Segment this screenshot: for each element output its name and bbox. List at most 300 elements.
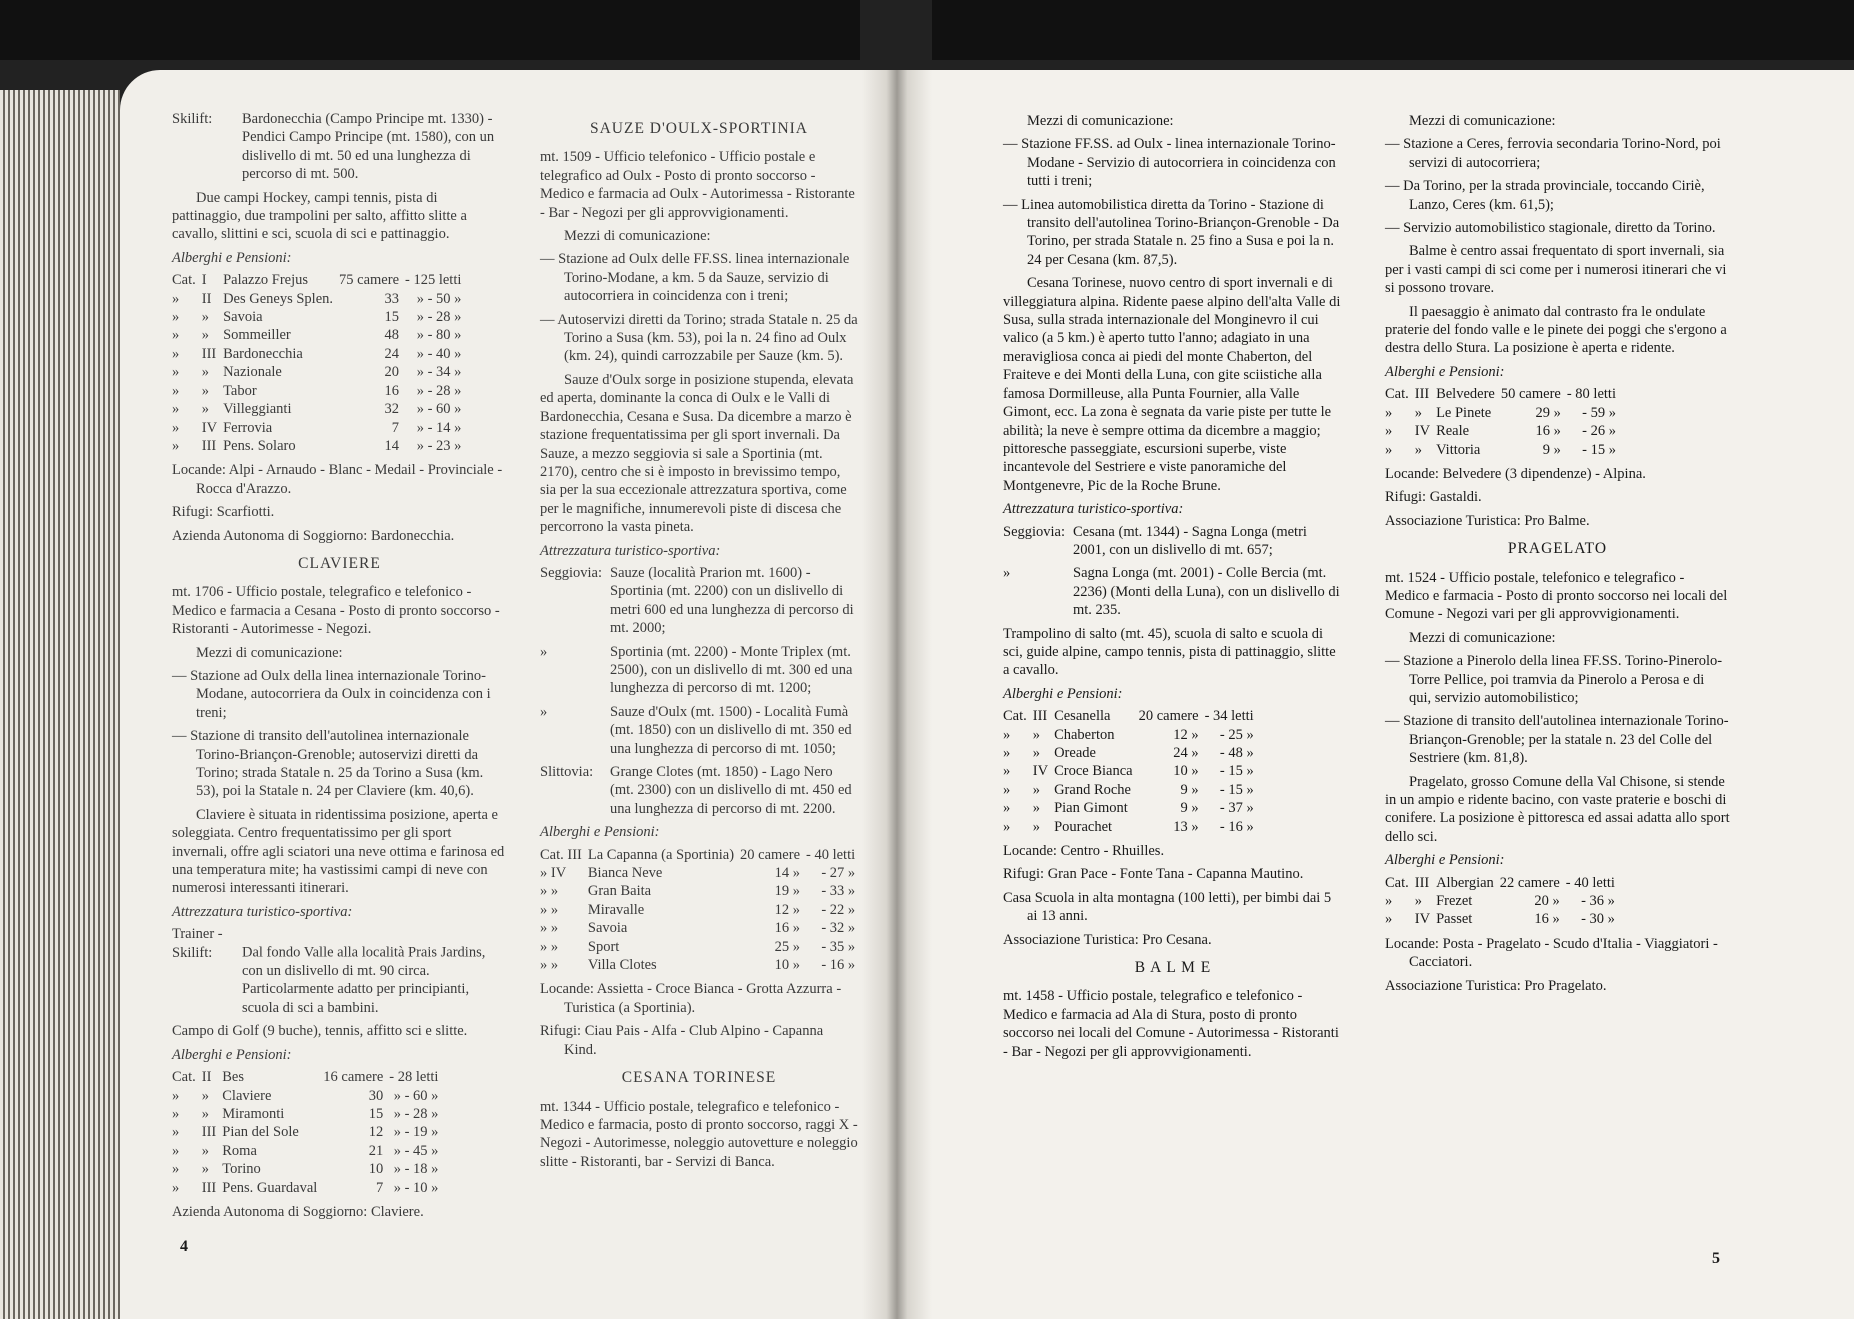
hotel-cell: » IV bbox=[540, 865, 567, 882]
hotel-cell: » bbox=[1003, 818, 1011, 835]
hotel-cell: » bbox=[172, 419, 180, 436]
hotel-cell: Pens. Solaro bbox=[223, 437, 296, 454]
hotel-cell: 29 » bbox=[1535, 404, 1561, 421]
right-column-1 bbox=[1003, 112, 1343, 1066]
page-edges bbox=[0, 90, 120, 1319]
casa-text: Casa Scuola in alta montagna (100 letti), per bimbi dai 5 ai 13 anni. bbox=[1003, 889, 1332, 925]
rifugi-text: Rifugi: Gran Pace - Fonte Tana - Capanna Mautino. bbox=[1003, 866, 1304, 883]
section-subhead: Alberghi e Pensioni: bbox=[1385, 852, 1505, 869]
section-subhead: Attrezzatura turistico-sportiva: bbox=[1003, 501, 1184, 518]
hotel-cell: 10 bbox=[368, 1161, 384, 1178]
hotel-cell: 9 » bbox=[1180, 781, 1199, 798]
hotel-cell: Cat. bbox=[172, 272, 196, 289]
hotel-cell: Nazionale bbox=[223, 364, 282, 381]
hotel-cell: » - 50 » bbox=[416, 290, 462, 307]
description-text: Cesana Torinese, nuovo centro di sport invernali e di villeggiatura alpina. Ridente paese alpino dell'alta Valle di Susa, sulla strada internazionale del Monginevro il cui valico (a 5 km.) è aperto tutto l'anno; adagiato in una meravigliosa conca ai piedi del monte Chaberton, del Fraiteve e dei Monti della Luna, con gite sciistiche alla famosa Dormilleuse, alla Punta Fournier, alla Valle Gimont, ecc. La zona è segnata da varie piste per tutte le abilità; la neve è sempre ottima da dicembre a maggio; pittoresche passeggiate, escursioni superbe, viste incantevole del Sestriere e viste panoramiche del Montgenevre, Pic de la Roche Brune. bbox=[1003, 275, 1341, 494]
hotel-cell: 20 camere bbox=[1138, 708, 1199, 725]
hotel-cell: Claviere bbox=[222, 1087, 272, 1104]
hotel-cell: Palazzo Frejus bbox=[223, 272, 309, 289]
hotel-cell: Cat. bbox=[1003, 708, 1027, 725]
hotel-cell: 20 » bbox=[1534, 893, 1560, 910]
description-text: Claviere è situata in ridentissima posizione, aperta e soleggiata. Centro frequentatissimo per gli sport invernali, offre agli sciatori una neve ottima e farinosa ed una temperatura mite; ha vastissimi campi di neve con numerosi interessanti itinerari. bbox=[172, 806, 505, 897]
hotel-cell: 12 » bbox=[1173, 726, 1199, 743]
hotel-cell: Pian del Sole bbox=[222, 1124, 299, 1141]
assoc-text: Associazione Turistica: Pro Balme. bbox=[1385, 512, 1590, 529]
hotel-row bbox=[540, 882, 861, 900]
rifugi-text: Rifugi: Gastaldi. bbox=[1385, 489, 1482, 506]
hotel-cell: - 28 letti bbox=[389, 1069, 439, 1086]
locande-text: Locande: Belvedere (3 dipendenze) - Alpina. bbox=[1385, 465, 1646, 482]
hotel-row bbox=[540, 956, 861, 974]
intro-text: mt. 1509 - Ufficio telefonico - Ufficio postale e telegrafico ad Oulx - Posto di pronto soccorso - Medico e farmacia ad Oulx - Autorimessa - Ristorante - Bar - Negozi per gli approvvigionamenti. bbox=[540, 149, 855, 221]
hotel-cell: » » bbox=[540, 957, 559, 974]
hotel-cell: III bbox=[201, 1179, 217, 1196]
label: Seggiovia: bbox=[540, 564, 603, 581]
hotel-cell: Le Pinete bbox=[1436, 404, 1492, 421]
hotel-row bbox=[172, 1068, 444, 1086]
text: Sauze d'Oulx (mt. 1500) - Località Fumà (mt. 1850) con un dislivello di mt. 350 ed una lunghezza di percorso di mt. 1050; bbox=[610, 703, 852, 757]
skilift-entry bbox=[172, 110, 507, 184]
hotel-cell: » bbox=[172, 401, 180, 418]
hotel-row bbox=[1003, 818, 1260, 836]
hotel-cell: 10 » bbox=[1173, 763, 1199, 780]
hotel-cell: Grand Roche bbox=[1054, 781, 1131, 798]
transport-item: — Stazione ad Oulx della linea internazionale Torino-Modane, autocorriera da Oulx in coincidenza con i treni; bbox=[172, 667, 491, 721]
hotel-cell: » - 10 » bbox=[393, 1179, 439, 1196]
hotel-cell: - 34 letti bbox=[1204, 708, 1254, 725]
hotel-cell: 21 bbox=[368, 1142, 384, 1159]
hotel-cell: IV bbox=[201, 419, 218, 436]
hotel-cell: - 27 » bbox=[821, 865, 856, 882]
hotel-table bbox=[1385, 385, 1622, 459]
hotel-table bbox=[172, 1068, 444, 1197]
hotel-cell: » - 80 » bbox=[416, 327, 462, 344]
locande-text: Locande: Assietta - Croce Bianca - Grotta Azzurra - Turistica (a Sportinia). bbox=[540, 981, 842, 1016]
hotel-cell: 16 camere bbox=[323, 1069, 384, 1086]
hotel-cell: » bbox=[1032, 818, 1041, 835]
hotel-cell: - 37 » bbox=[1219, 800, 1254, 817]
hotel-cell: Des Geneys Splen. bbox=[223, 290, 334, 307]
assoc-text: Associazione Turistica: Pro Pragelato. bbox=[1385, 977, 1607, 994]
hotel-cell: » bbox=[172, 1124, 180, 1141]
book-gutter bbox=[862, 70, 932, 1319]
hotel-row bbox=[172, 382, 467, 400]
rifugi-text: Rifugi: Scarfiotti. bbox=[172, 504, 275, 521]
hotel-cell: » - 34 » bbox=[416, 364, 462, 381]
text: Grange Clotes (mt. 1850) - Lago Nero (mt. 2300) con un dislivello di mt. 450 ed una lunghezza di percorso di mt. 2200. bbox=[610, 764, 852, 817]
hotel-table bbox=[172, 271, 467, 455]
transport-item: — Servizio automobilistico stagionale, diretto da Torino. bbox=[1385, 220, 1716, 237]
text: Sportinia (mt. 2200) - Monte Triplex (mt. 2500), con un dislivello di mt. 300 ed una lunghezza di percorso di mt. 1200; bbox=[610, 643, 853, 697]
hotel-row bbox=[540, 846, 861, 864]
hotel-cell: - 125 letti bbox=[405, 272, 462, 289]
hotel-cell: » bbox=[1032, 726, 1041, 743]
hotel-cell: 20 bbox=[384, 364, 400, 381]
hotel-cell: 50 camere bbox=[1500, 386, 1561, 403]
hotel-cell: 16 » bbox=[1535, 423, 1561, 440]
hotel-cell: Savoia bbox=[587, 920, 628, 937]
hotel-cell: » bbox=[1032, 745, 1041, 761]
hotel-cell: Gran Baita bbox=[587, 883, 652, 900]
hotel-cell: Miravalle bbox=[587, 901, 645, 918]
hotel-cell: » bbox=[1003, 763, 1011, 780]
hotel-cell: - 80 letti bbox=[1566, 386, 1616, 403]
hotel-cell: » bbox=[1032, 781, 1041, 798]
hotel-cell: II bbox=[201, 1069, 212, 1086]
hotel-row bbox=[1003, 799, 1260, 817]
hotel-cell: 25 » bbox=[774, 938, 801, 955]
hotel-cell: » bbox=[172, 1161, 180, 1178]
hotel-cell: 16 » bbox=[774, 920, 801, 937]
hotel-cell: 75 camere bbox=[339, 272, 400, 289]
label: » bbox=[540, 703, 548, 720]
text: Sagna Longa (mt. 2001) - Colle Bercia (mt. 2236) (Monti della Luna), con un dislivello di mt. 235. bbox=[1073, 565, 1340, 619]
hotel-row bbox=[1003, 744, 1260, 762]
hotel-row bbox=[172, 1160, 444, 1178]
hotel-cell: - 40 letti bbox=[806, 846, 856, 863]
transport-item: — Stazione FF.SS. ad Oulx - linea internazionale Torino-Modane - Servizio di autocorriera in coincidenza con tutti i treni; bbox=[1003, 136, 1336, 190]
label: Seggiovia: bbox=[1003, 523, 1066, 540]
hotel-cell: Frezet bbox=[1436, 893, 1473, 910]
hotel-row bbox=[1003, 726, 1260, 744]
hotel-cell: » bbox=[201, 382, 210, 399]
description-text: Pragelato, grosso Comune della Val Chisone, si stende in un ampio e ridente bacino, con vaste praterie e boschi di conifere. La posizione è pittoresca ed assai adatta allo sport dello sci. bbox=[1385, 773, 1730, 845]
hotel-row bbox=[172, 1105, 444, 1123]
intro-text: mt. 1706 - Ufficio postale, telegrafico e telefonico - Medico e farmacia a Cesana - Posto di pronto soccorso - Ristoranti - Autorimesse - Negozi. bbox=[172, 584, 500, 638]
hotel-cell: » bbox=[172, 290, 180, 307]
lift-entry bbox=[540, 643, 858, 698]
hotel-cell: Villa Clotes bbox=[587, 957, 657, 974]
hotel-cell: » bbox=[1003, 800, 1011, 817]
hotel-cell: Tabor bbox=[223, 382, 257, 399]
hotel-cell: - 35 » bbox=[821, 938, 856, 955]
hotel-table bbox=[1003, 707, 1260, 836]
label: » bbox=[1003, 565, 1011, 582]
hotel-row bbox=[172, 1123, 444, 1141]
hotel-cell: Bianca Neve bbox=[587, 865, 663, 882]
hotel-cell: » bbox=[172, 382, 180, 399]
section-heading: SAUZE D'OULX-SPORTINIA bbox=[589, 120, 809, 137]
hotel-row bbox=[1003, 762, 1260, 780]
locande-text: Locande: Alpi - Arnaudo - Blanc - Medail - Provinciale - Rocca d'Arazzo. bbox=[172, 462, 503, 497]
hotel-cell: Cat. bbox=[1385, 874, 1409, 891]
hotel-cell: 16 » bbox=[1534, 911, 1560, 928]
transport-item: — Stazione ad Oulx delle FF.SS. linea internazionale Torino-Modane, a km. 5 da Sauze, servizio di autocorriera in coincidenza con i treni; bbox=[540, 251, 850, 305]
hotel-cell: Passet bbox=[1436, 911, 1473, 928]
hotel-row bbox=[1385, 910, 1621, 928]
hotel-cell: » bbox=[201, 1087, 210, 1104]
hotel-cell: Cesanella bbox=[1054, 708, 1111, 725]
section-subhead: Mezzi di comunicazione: bbox=[1409, 113, 1556, 129]
hotel-cell: - 16 » bbox=[821, 957, 856, 974]
hotel-cell: - 15 » bbox=[1219, 763, 1254, 780]
section-subhead: Mezzi di comunicazione: bbox=[196, 644, 343, 661]
transport-item: — Da Torino, per la strada provinciale, toccando Ciriè, Lanzo, Ceres (km. 61,5); bbox=[1385, 178, 1705, 213]
label: » bbox=[540, 643, 548, 660]
hotel-cell: 32 bbox=[384, 401, 400, 418]
hotel-cell: 9 » bbox=[1180, 800, 1199, 817]
hotel-cell: - 26 » bbox=[1582, 423, 1616, 440]
hotel-cell: » bbox=[1003, 745, 1011, 761]
hotel-cell: 12 » bbox=[774, 901, 801, 918]
hotel-cell: » bbox=[172, 345, 180, 362]
intro-text: Due campi Hockey, campi tennis, pista di pattinaggio, due trampolini per salto, affitto slitte a cavallo, slittini e sci, scuola di sci e pattinaggio. bbox=[172, 189, 467, 243]
section-subhead: Attrezzatura turistico-sportiva: bbox=[172, 903, 353, 920]
hotel-cell: » » bbox=[540, 901, 559, 918]
hotel-cell: - 32 » bbox=[821, 920, 856, 937]
hotel-cell: 14 bbox=[384, 437, 400, 454]
hotel-row bbox=[172, 400, 467, 418]
section-subhead: Alberghi e Pensioni: bbox=[172, 1046, 292, 1063]
hotel-row bbox=[172, 1179, 444, 1197]
hotel-cell: » - 18 » bbox=[393, 1161, 439, 1178]
trainer-entry bbox=[172, 925, 507, 1017]
hotel-row bbox=[172, 1087, 444, 1105]
hotel-cell: 12 bbox=[368, 1124, 384, 1141]
hotel-row bbox=[540, 938, 861, 956]
locande-text: Locande: Posta - Pragelato - Scudo d'Italia - Viaggiatori - Cacciatori. bbox=[1385, 935, 1718, 971]
azienda-text: Azienda Autonoma di Soggiorno: Claviere. bbox=[172, 1203, 424, 1220]
section-subhead: Attrezzatura turistico-sportiva: bbox=[540, 542, 721, 559]
page-number-left: 4 bbox=[180, 1238, 188, 1255]
hotel-cell: Pens. Guardaval bbox=[222, 1179, 318, 1196]
section-heading: PRAGELATO bbox=[1507, 540, 1608, 558]
hotel-cell: III bbox=[201, 437, 217, 454]
hotel-cell: » bbox=[1385, 893, 1393, 910]
hotel-cell: 19 » bbox=[774, 883, 801, 900]
hotel-cell: Pian Gimont bbox=[1054, 800, 1128, 817]
description-text: Il paesaggio è animato dal contrasto fra le ondulate praterie del fondo valle e le pinete dei poggi che s'ergono a destra dello Stura. La posizione è aperta e ridente. bbox=[1385, 303, 1727, 357]
hotel-cell: - 25 » bbox=[1219, 726, 1254, 743]
hotel-cell: » bbox=[201, 309, 210, 326]
hotel-cell: » » bbox=[540, 883, 559, 900]
intro-text: mt. 1524 - Ufficio postale, telefonico e telegrafico - Medico e farmacia - Posto di pronto soccorso nei locali del Comune - Negozi vari per gli approvvigionamenti. bbox=[1385, 569, 1728, 623]
hotel-row bbox=[172, 363, 467, 381]
azienda-text: Azienda Autonoma di Soggiorno: Bardonecchia. bbox=[172, 527, 455, 544]
hotel-cell: Croce Bianca bbox=[1054, 763, 1133, 780]
section-heading: B A L M E bbox=[1134, 959, 1212, 977]
hotel-cell: 24 bbox=[384, 345, 400, 362]
hotel-cell: Roma bbox=[222, 1142, 257, 1159]
hotel-cell: Belvedere bbox=[1436, 386, 1495, 403]
hotel-cell: Torino bbox=[222, 1161, 261, 1178]
hotel-cell: Savoia bbox=[223, 309, 263, 326]
hotel-cell: » bbox=[1414, 404, 1423, 421]
intro-text: mt. 1344 - Ufficio postale, telegrafico e telefonico - Medico e farmacia, posto di pronto soccorso, raggi X - Negozi - Autorimesse, noleggio autovetture e noleggio slitte - Ristoranti, bar - Servizi di Banca. bbox=[540, 1098, 858, 1170]
hotel-row bbox=[172, 308, 467, 326]
hotel-cell: Ferrovia bbox=[223, 419, 273, 436]
hotel-cell: 48 bbox=[384, 327, 400, 344]
hotel-cell: II bbox=[201, 290, 212, 307]
section-subhead: Alberghi e Pensioni: bbox=[540, 824, 660, 841]
section-subhead: Alberghi e Pensioni: bbox=[172, 249, 292, 266]
hotel-cell: I bbox=[201, 272, 207, 289]
hotel-row bbox=[172, 326, 467, 344]
transport-item: — Stazione di transito dell'autolinea internazionale Torino-Briançon-Grenoble; autoservizi diretti da Torino; strada Statale n. 25 da Torino a Susa (km. 53), poi la Statale n. 24 per Claviere (km. 40,6). bbox=[172, 728, 484, 800]
top-shadow-left bbox=[0, 0, 860, 60]
campo-text: Campo di Golf (9 buche), tennis, affitto sci e slitte. bbox=[172, 1023, 468, 1040]
hotel-cell: » bbox=[201, 1142, 210, 1159]
hotel-row bbox=[540, 901, 861, 919]
hotel-cell: Villeggianti bbox=[223, 401, 292, 418]
hotel-row bbox=[172, 419, 467, 437]
right-column-2 bbox=[1385, 112, 1730, 1000]
transport-item: — Stazione a Pinerolo della linea FF.SS. Torino-Pinerolo-Torre Pellice, poi tramvia da Pinerolo a Perosa e di qui, servizio automobilistico; bbox=[1385, 653, 1723, 706]
hotel-cell: » - 60 » bbox=[393, 1087, 439, 1104]
hotel-cell: 24 » bbox=[1173, 745, 1199, 761]
hotel-cell: - 15 » bbox=[1219, 781, 1254, 798]
hotel-cell: » » bbox=[540, 938, 559, 955]
section-heading: CESANA TORINESE bbox=[621, 1069, 777, 1087]
hotel-cell: » bbox=[201, 1105, 210, 1122]
trampolino-text: Trampolino di salto (mt. 45), scuola di salto e scuola di sci, guide alpine, campo tennis, pista di pattinaggio, slitte a cavallo. bbox=[1003, 625, 1336, 679]
hotel-row bbox=[172, 290, 467, 308]
hotel-cell: » bbox=[1385, 404, 1393, 421]
hotel-cell: IV bbox=[1032, 763, 1049, 780]
top-shadow-right bbox=[932, 0, 1854, 60]
hotel-cell: 30 bbox=[368, 1087, 384, 1104]
hotel-cell: Albergian bbox=[1436, 874, 1494, 891]
hotel-cell: La Capanna (a Sportinia) bbox=[587, 846, 735, 863]
section-subhead: Mezzi di comunicazione: bbox=[1027, 113, 1174, 129]
hotel-cell: » bbox=[201, 401, 210, 418]
section-subhead: Mezzi di comunicazione: bbox=[564, 228, 711, 245]
hotel-cell: 33 bbox=[384, 290, 400, 307]
hotel-cell: - 30 » bbox=[1581, 911, 1615, 928]
hotel-cell: » - 28 » bbox=[393, 1105, 439, 1122]
hotel-row bbox=[1385, 422, 1622, 440]
hotel-cell: » - 23 » bbox=[416, 437, 462, 454]
hotel-cell: - 33 » bbox=[821, 883, 856, 900]
hotel-row bbox=[1385, 404, 1622, 422]
hotel-cell: III bbox=[1414, 874, 1430, 891]
hotel-cell: 14 » bbox=[774, 865, 801, 882]
hotel-cell: III bbox=[201, 1124, 217, 1141]
hotel-cell: » bbox=[201, 1161, 210, 1178]
hotel-cell: - 22 » bbox=[821, 901, 856, 918]
hotel-cell: IV bbox=[1414, 911, 1431, 928]
transport-item: — Linea automobilistica diretta da Torino - Stazione di transito dell'autolinea Torino-Briançon-Grenoble - Da Torino, per strada Statale n. 25 fino a Susa e poi la n. 24 per Cesana (km. 87,5). bbox=[1003, 196, 1340, 268]
hotel-cell: - 15 » bbox=[1582, 441, 1616, 458]
hotel-cell: » bbox=[1385, 423, 1393, 440]
hotel-cell: » bbox=[172, 1087, 180, 1104]
left-column-1 bbox=[172, 110, 507, 1226]
hotel-row bbox=[540, 919, 861, 937]
hotel-cell: » bbox=[1414, 441, 1423, 458]
hotel-cell: » - 28 » bbox=[416, 382, 462, 399]
assoc-text: Associazione Turistica: Pro Cesana. bbox=[1003, 931, 1212, 948]
hotel-cell: Cat. bbox=[172, 1069, 196, 1086]
section-subhead: Mezzi di comunicazione: bbox=[1409, 629, 1556, 646]
description-text: Sauze d'Oulx sorge in posizione stupenda, elevata ed aperta, dominante la conca di Oulx e le Valli di Bardonecchia, Cesana e Susa. Da dicembre a marzo è stazione frequentatissima per gli sport invernali. Da Sauze, a mezzo seggiovia si sale a Sportinia (mt. 2170), centro che si è imposto in brevissimo tempo, sia per la sua eccezionale attrezzatura sportiva, come per le magnifiche, innumerevoli piste di discesa che percorrono la vasta pineta. bbox=[540, 371, 854, 536]
hotel-row bbox=[1385, 385, 1622, 403]
locande-text: Locande: Centro - Rhuilles. bbox=[1003, 843, 1165, 860]
hotel-row bbox=[172, 345, 467, 363]
hotel-cell: 16 bbox=[384, 382, 400, 399]
hotel-cell: 10 » bbox=[774, 957, 801, 974]
hotel-cell: Pourachet bbox=[1054, 818, 1113, 835]
hotel-cell: » - 28 » bbox=[416, 309, 462, 326]
hotel-row bbox=[540, 864, 861, 882]
text: Sauze (località Prarion mt. 1600) - Sportinia (mt. 2200) con un dislivello di metri 600 ed una lunghezza di percorso di mt. 2000; bbox=[610, 564, 854, 637]
hotel-cell: » - 45 » bbox=[393, 1142, 439, 1159]
hotel-cell: 15 bbox=[384, 309, 400, 326]
hotel-cell: » bbox=[172, 309, 180, 326]
hotel-cell: » bbox=[1414, 893, 1423, 910]
hotel-cell: » - 40 » bbox=[416, 345, 462, 362]
hotel-cell: - 16 » bbox=[1219, 818, 1254, 835]
label: Skilift: bbox=[172, 111, 213, 127]
hotel-row bbox=[1003, 707, 1260, 725]
hotel-cell: » bbox=[172, 437, 180, 454]
hotel-cell: 7 bbox=[376, 1179, 384, 1196]
hotel-cell: - 48 » bbox=[1219, 745, 1254, 761]
hotel-cell: » bbox=[172, 1142, 180, 1159]
hotel-cell: » bbox=[201, 364, 210, 381]
hotel-cell: » bbox=[172, 1105, 180, 1122]
hotel-cell: » - 14 » bbox=[416, 419, 462, 436]
page-number-right: 5 bbox=[1712, 1250, 1720, 1267]
hotel-table bbox=[1385, 874, 1621, 929]
hotel-cell: 22 camere bbox=[1499, 874, 1560, 891]
hotel-row bbox=[172, 271, 467, 289]
hotel-table bbox=[540, 846, 861, 975]
hotel-cell: Vittoria bbox=[1436, 441, 1481, 458]
hotel-cell: » bbox=[1032, 800, 1041, 817]
hotel-cell: 13 » bbox=[1173, 818, 1199, 835]
hotel-cell: 7 bbox=[391, 419, 400, 436]
lift-entry bbox=[540, 703, 858, 758]
hotel-row bbox=[1385, 441, 1622, 459]
hotel-row bbox=[172, 437, 467, 455]
hotel-cell: III bbox=[201, 345, 217, 362]
hotel-cell: Oreade bbox=[1054, 745, 1096, 761]
hotel-cell: » bbox=[1385, 911, 1393, 928]
hotel-cell: Sommeiller bbox=[223, 327, 291, 344]
transport-item: — Stazione di transito dell'autolinea internazionale Torino-Briançon-Grenoble; per la statale n. 23 del Colle del Sestriere (km. 81,8). bbox=[1385, 713, 1729, 767]
left-column-2 bbox=[540, 110, 858, 1176]
hotel-cell: » bbox=[172, 1179, 180, 1196]
hotel-cell: » bbox=[1385, 441, 1393, 458]
label: Trainer - Skilift: bbox=[172, 926, 223, 961]
hotel-cell: - 36 » bbox=[1581, 893, 1615, 910]
hotel-cell: IV bbox=[1414, 423, 1431, 440]
hotel-cell: Cat. bbox=[1385, 386, 1409, 403]
text: Bardonecchia (Campo Principe mt. 1330) - Pendici Campo Principe (mt. 1580), con un dislivello di mt. 50 ed una lunghezza di percorso di mt. 500. bbox=[242, 111, 495, 183]
hotel-cell: » bbox=[172, 364, 180, 381]
hotel-cell: Miramonti bbox=[222, 1105, 285, 1122]
transport-item: — Stazione a Ceres, ferrovia secondaria Torino-Nord, poi servizi di autocorriera; bbox=[1385, 136, 1721, 171]
description-text: Balme è centro assai frequentato di sport invernali, sia per i vasti campi di sci come per i numerosi itinerari che vi si possono trovare. bbox=[1385, 243, 1727, 297]
hotel-cell: » - 60 » bbox=[416, 401, 462, 418]
text: Dal fondo Valle alla località Prais Jardins, con un dislivello di mt. 90 circa. Particolarmente adatto per principianti, scuola di sci a bambini. bbox=[242, 944, 486, 1016]
hotel-cell: III bbox=[1032, 708, 1048, 725]
hotel-row bbox=[1003, 781, 1260, 799]
lift-entry bbox=[540, 564, 858, 638]
hotel-row bbox=[1385, 892, 1621, 910]
intro-text: mt. 1458 - Ufficio postale, telegrafico e telefonico - Medico e farmacia ad Ala di Stura, posto di pronto soccorso nei locali del Comune - Autorimessa - Ristoranti - Bar - Negozi per gli approvvigionamenti. bbox=[1003, 988, 1339, 1060]
hotel-cell: III bbox=[1414, 386, 1430, 403]
section-subhead: Alberghi e Pensioni: bbox=[1003, 685, 1123, 702]
transport-item: — Autoservizi diretti da Torino; strada Statale n. 25 da Torino a Susa (km. 53), poi la n. 24 fino ad Oulx (km. 24), quindi carrozzabile per Sauze (km. 5). bbox=[540, 311, 858, 365]
hotel-cell: » bbox=[1003, 726, 1011, 743]
lift-entry bbox=[1003, 523, 1343, 560]
hotel-cell: Cat. III bbox=[540, 846, 582, 863]
hotel-cell: 20 camere bbox=[740, 846, 801, 863]
section-heading: CLAVIERE bbox=[298, 554, 381, 572]
hotel-row bbox=[1385, 874, 1621, 892]
hotel-cell: » bbox=[201, 327, 210, 344]
